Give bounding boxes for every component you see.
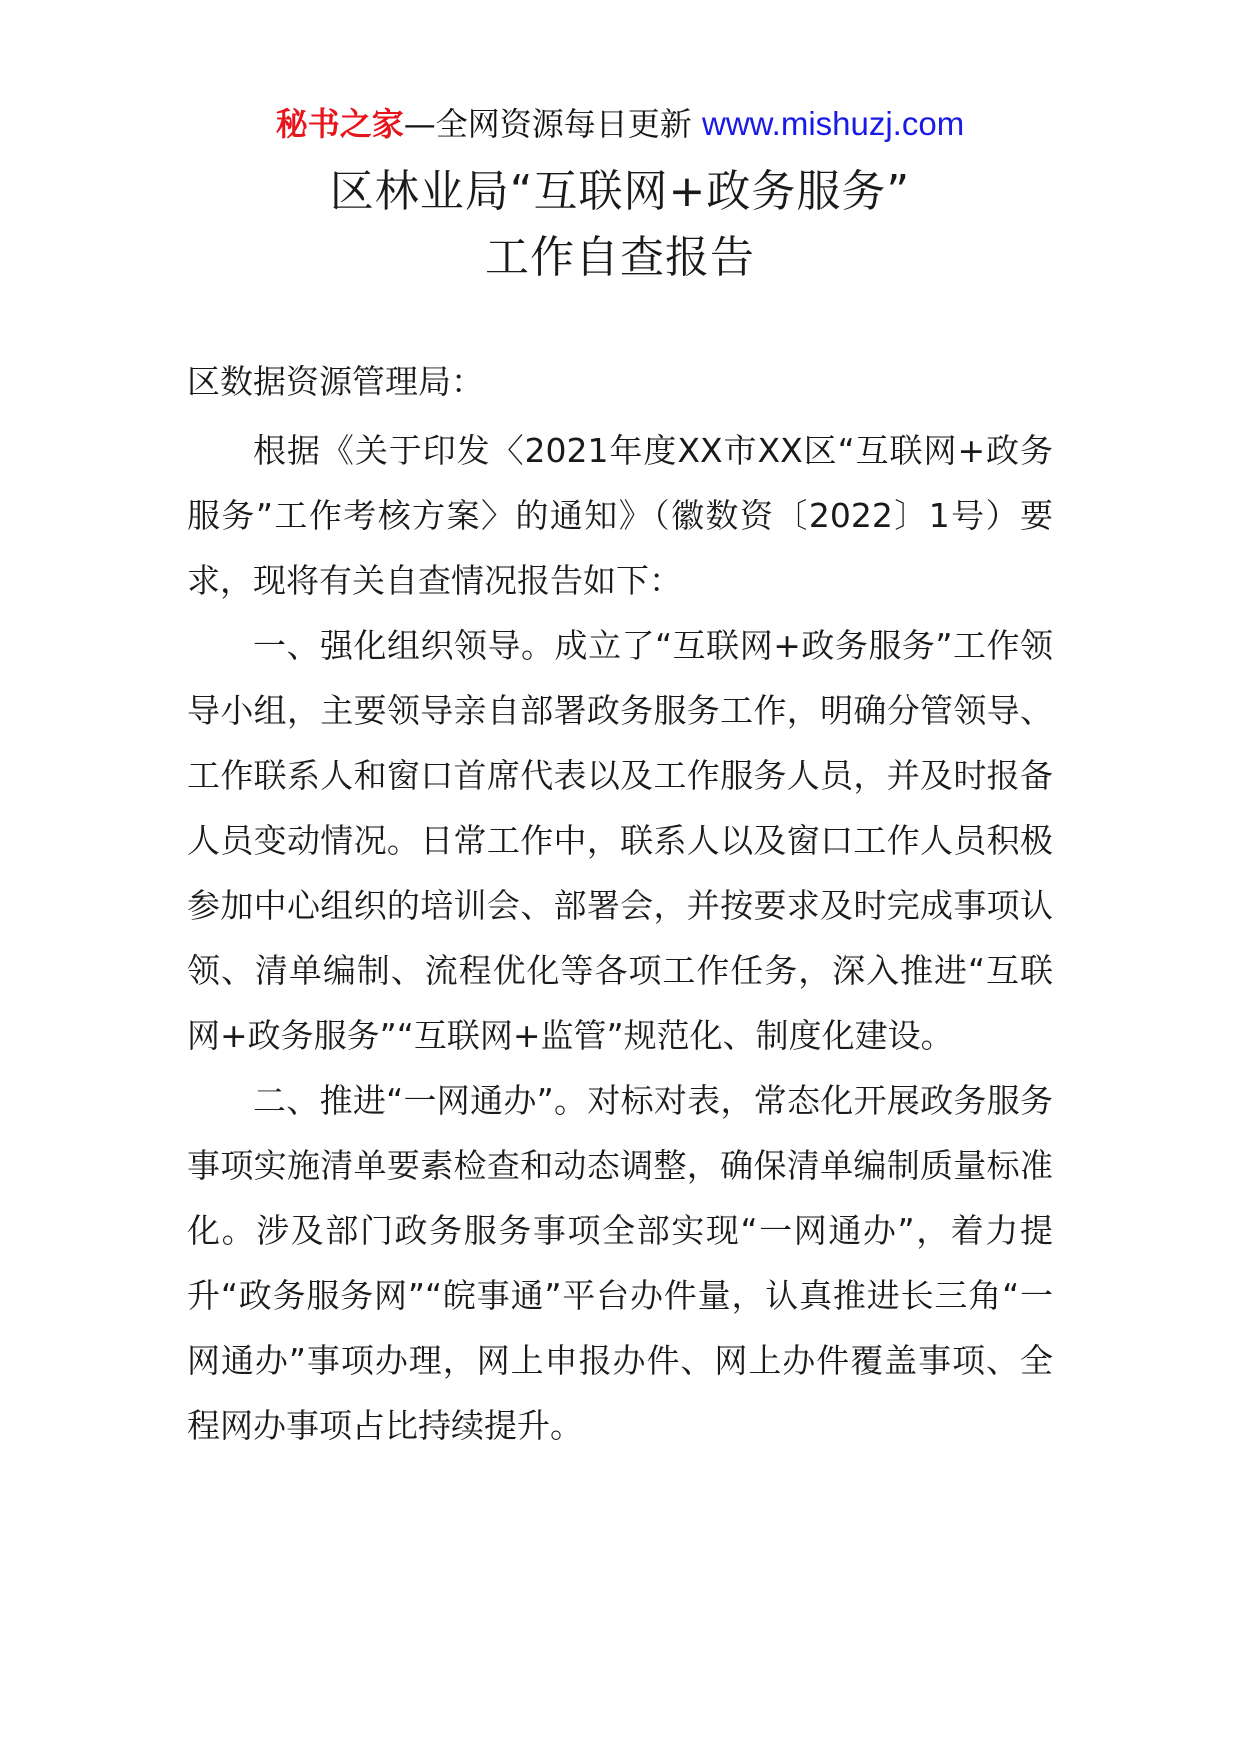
site-header xyxy=(0,100,1240,148)
site-url-link[interactable]: www.mishuzj.com xyxy=(701,105,965,142)
paragraph-section-2: 二、推进“一网通办”。对标对表，常态化开展政务服务事项实施清单要素检查和动态调整，确保清单编制质量标准化。涉及部门政务服务事项全部实现“一网通办”，着力提升“政务服务网”“皖事通”平台办件量，认真推进长三角“一网通办”事项办理，网上申报办件、网上办件覆盖事项、全程网办事项占比持续提升。 xyxy=(187,1081,1053,1445)
paragraph-intro: 根据《关于印发〈2021年度XX市XX区“互联网+政务服务”工作考核方案〉的通知》（徽数资〔2022〕1号）要求，现将有关自查情况报告如下： xyxy=(187,431,1053,600)
salutation: 区数据资源管理局： xyxy=(187,362,484,401)
document-body xyxy=(187,418,1053,1458)
brand-name: 秘书之家 xyxy=(275,105,404,143)
header-tagline: —全网资源每日更新 xyxy=(403,105,692,143)
document-title-line-1: 区林业局“互联网+政务服务” xyxy=(329,166,911,217)
document-title-line-2: 工作自查报告 xyxy=(485,232,755,283)
paragraph-section-1: 一、强化组织领导。成立了“互联网+政务服务”工作领导小组，主要领导亲自部署政务服务工作，明确分管领导、工作联系人和窗口首席代表以及工作服务人员，并及时报备人员变动情况。日常工作中，联系人以及窗口工作人员积极参加中心组织的培训会、部署会，并按要求及时完成事项认领、清单编制、流程优化等各项工作任务，深入推进“互联网+政务服务”“互联网+监管”规范化、制度化建设。 xyxy=(187,626,1053,1055)
